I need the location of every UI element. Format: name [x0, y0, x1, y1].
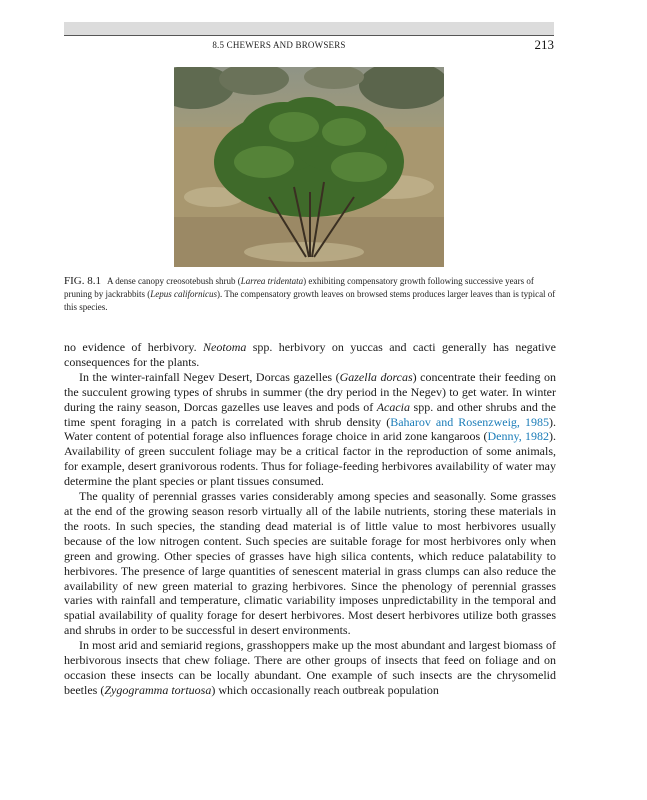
citation-link[interactable]: Baharov and Rosenzweig, 1985	[390, 414, 549, 429]
figure-caption	[64, 275, 556, 314]
citation-link[interactable]: Denny, 1982	[487, 429, 549, 444]
text-run: In most arid and semiarid regions, grasshoppers make up the most abundant and largest biomass of herbivorous insects that chew foliage. There are other groups of insects that feed on foliage and on occasion these insects can be locally abundant. One example of such insects are the chrysomelid beetles (	[64, 638, 556, 697]
species-name: Zygogramma tortuosa	[104, 682, 212, 697]
text-run: ) which occasionally reach outbreak population	[211, 682, 439, 697]
text-run: no evidence of herbivory.	[64, 340, 204, 354]
paragraph	[64, 638, 556, 698]
text-run: ) concentrate their feeding on the succulent growing types of shrubs in summer (the dry period in the Negev) to get water. In winter during the rainy season, Dorcas gazelles use leaves and pods of	[64, 369, 556, 414]
species-name: Acacia	[376, 399, 411, 414]
paragraph: The quality of perennial grasses varies considerably among species and seasonally. Some grasses at the end of the growing season resorb virtually all of the labile nutrients, storing these materials in the roots. In such species, the standing dead material is of little value to most herbivores usually because of the low nitrogen content. Such species are suitable forage for most herbivores only when green and growing. Other species of grasses have high silica contents, which reduce palatability to herbivores. The presence of large quantities of senescent material in grass clumps can also reduce the availability of new green material to grazing herbivores. Since the phenology of perennial grasses varies with rainfall and temperature, climatic variability imposes unpredictability in the temporal and spatial availability of quality forage for desert herbivores. Most desert herbivores utilize both grasses and shrubs in order to be successful in desert environments.	[64, 489, 556, 638]
page-number: 213	[534, 37, 554, 52]
paragraph	[64, 340, 556, 370]
caption-text: A dense canopy creosotebush shrub (	[106, 276, 241, 286]
caption-species: Larrea tridentata	[240, 276, 304, 286]
figure-label: FIG. 8.1	[64, 275, 101, 287]
species-name: Neotoma	[203, 340, 247, 354]
header-bar	[64, 22, 554, 35]
text-run: In the winter-rainfall Negev Desert, Dorcas gazelles (	[79, 369, 340, 384]
running-head: 8.5 CHEWERS AND BROWSERS	[212, 40, 346, 50]
text-run: spp. and other shrubs and the time spent foraging in a patch is correlated with shrub density (	[64, 399, 556, 429]
text-run: spp. herbivory on yuccas and cacti generally has negative consequences for the plants.	[64, 340, 557, 369]
caption-species: Lepus californicus	[150, 289, 217, 299]
caption-text: ). The compensatory growth leaves on browsed stems produces larger leaves than is typical of this species.	[64, 289, 556, 312]
caption-text: ) exhibiting compensatory growth following successive years of pruning by jackrabbits (	[64, 276, 534, 299]
paragraph	[64, 370, 556, 489]
figure-photo	[174, 67, 444, 267]
text-run: ). Water content of potential forage also influences forage choice in arid zone kangaroos (	[64, 414, 556, 444]
body-text	[64, 340, 556, 698]
text-run: ). Availability of green succulent foliage may be a critical factor in the reproduction of some animals, for example, desert granivorous rodents. Thus for foliage-feeding herbivores availability of water may determine the plant species or plant tissues consumed.	[64, 429, 556, 489]
header-rule	[64, 35, 554, 36]
species-name: Gazella dorcas	[339, 369, 413, 384]
